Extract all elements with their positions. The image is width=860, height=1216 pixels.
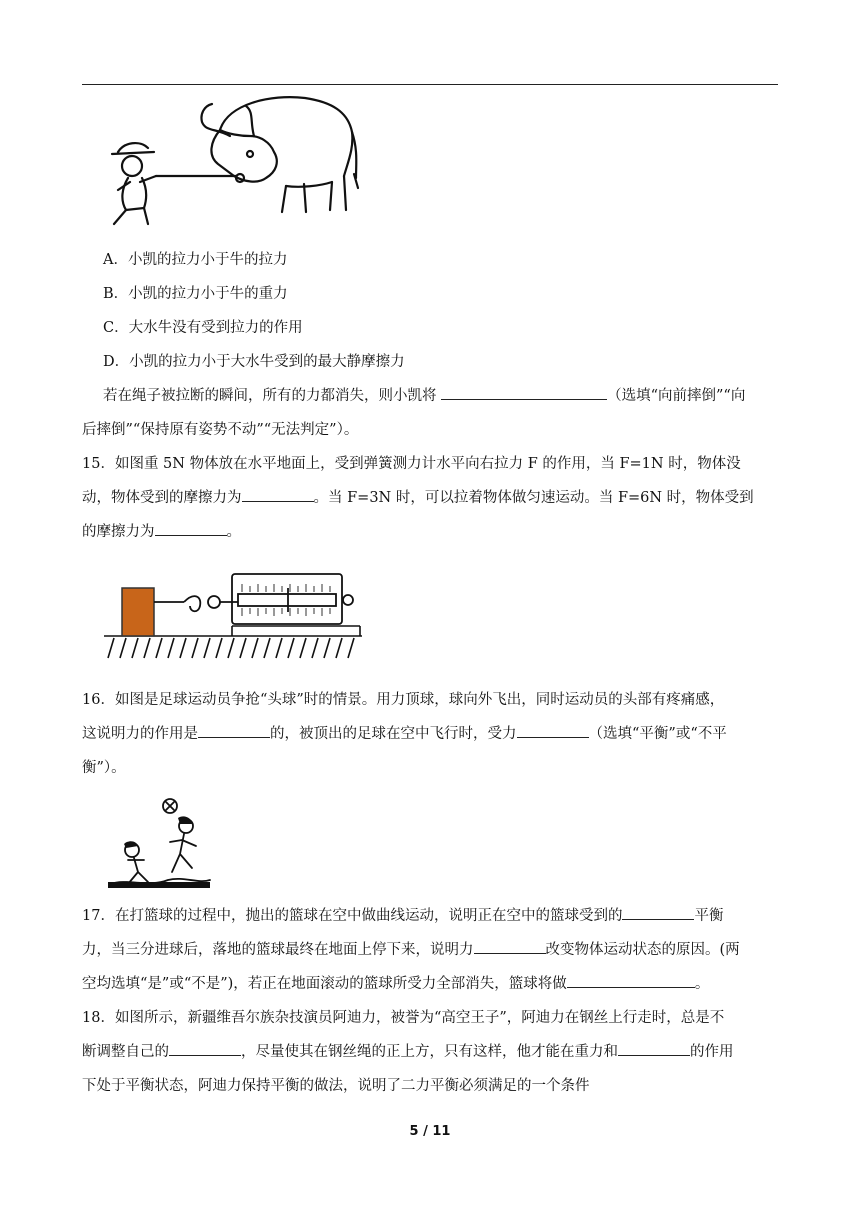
- q17-text-d: 改变物体运动状态的原因。(两: [545, 942, 740, 958]
- boy-pulling-buffalo-figure: [100, 92, 362, 232]
- q15-text-b: 。当 F=3N 时，可以拉着物体做匀速运动。当 F=6N 时，物体受到: [313, 490, 754, 506]
- q15-text-c: 的摩擦力为: [82, 524, 155, 540]
- q17-text-e: 空均选填“是”或“不是”)，若正在地面滚动的篮球所受力全部消失，篮球将做: [82, 976, 567, 992]
- q16-text-c: （选填“平衡”或“不平: [588, 726, 727, 742]
- answer-blank[interactable]: [474, 938, 546, 954]
- q15-text-a: 动，物体受到的摩擦力为: [82, 490, 242, 506]
- answer-blank[interactable]: [567, 972, 695, 988]
- answer-blank[interactable]: [198, 722, 270, 738]
- option-d: D．小凯的拉力小于大水牛受到的最大静摩擦力: [103, 354, 405, 370]
- answer-blank[interactable]: [155, 520, 227, 536]
- q18-line1: 18．如图所示，新疆维吾尔族杂技演员阿迪力，被誉为“高空王子”，阿迪力在钢丝上行走时，总是不: [82, 1010, 725, 1026]
- q14-extra-line2: 后摔倒”“保持原有姿势不动”“无法判定”）。: [82, 422, 359, 438]
- option-a: A．小凯的拉力小于牛的拉力: [103, 252, 288, 268]
- page-number: 5 / 11: [409, 1124, 451, 1139]
- answer-blank[interactable]: [169, 1040, 241, 1056]
- q16-text-b: 的，被顶出的足球在空中飞行时，受力: [270, 726, 517, 742]
- q16-line1: 16．如图是足球运动员争抢“头球”时的情景。用力顶球，球向外飞出，同时运动员的头部有疼痛感，: [82, 692, 725, 708]
- answer-blank[interactable]: [242, 486, 314, 502]
- q18-text-a: 断调整自己的: [82, 1044, 169, 1060]
- q17-line2: [82, 938, 740, 962]
- answer-blank[interactable]: [517, 722, 589, 738]
- q16-line3: 衡”）。: [82, 760, 126, 776]
- option-b: B．小凯的拉力小于牛的重力: [103, 286, 288, 302]
- answer-blank[interactable]: [622, 904, 694, 920]
- q17-text-f: 。: [694, 976, 710, 992]
- football-header-figure: [108, 794, 212, 890]
- q14-extra-line1: [103, 384, 745, 408]
- answer-blank[interactable]: [618, 1040, 690, 1056]
- q18-text-b: ，尽量使其在钢丝绳的正上方，只有这样，他才能在重力和: [241, 1044, 618, 1060]
- option-c: C．大水牛没有受到拉力的作用: [103, 320, 303, 336]
- q16-text-a: 这说明力的作用是: [82, 726, 198, 742]
- q15-line3: [82, 520, 241, 544]
- q15-line2: [82, 486, 754, 510]
- q18-line2: [82, 1040, 734, 1064]
- q17-text-a: 17．在打篮球的过程中，抛出的篮球在空中做曲线运动，说明正在空中的篮球受到的: [82, 908, 623, 924]
- q15-text-d: 。: [226, 524, 241, 540]
- q15-line1: 15．如图重 5N 物体放在水平地面上，受到弹簧测力计水平向右拉力 F 的作用，当 F=1N 时，物体没: [82, 456, 741, 472]
- q18-line3: 下处于平衡状态，阿迪力保持平衡的做法，说明了二力平衡必须满足的一个条件: [82, 1078, 590, 1094]
- spring-scale-figure: [104, 566, 366, 662]
- q17-line3: [82, 972, 709, 996]
- q17-text-b: 平衡: [694, 908, 724, 924]
- q14-extra-text-b: （选填“向前摔倒”“向: [607, 388, 746, 404]
- q16-line2: [82, 722, 727, 746]
- q18-text-c: 的作用: [690, 1044, 734, 1060]
- q17-text-c: 力，当三分进球后，落地的篮球最终在地面上停下来，说明力: [82, 942, 474, 958]
- answer-blank[interactable]: [441, 384, 607, 400]
- q17-line1: [82, 904, 723, 928]
- header-rule: [82, 84, 778, 85]
- q14-extra-text-a: 若在绳子被拉断的瞬间，所有的力都消失，则小凯将: [103, 388, 437, 404]
